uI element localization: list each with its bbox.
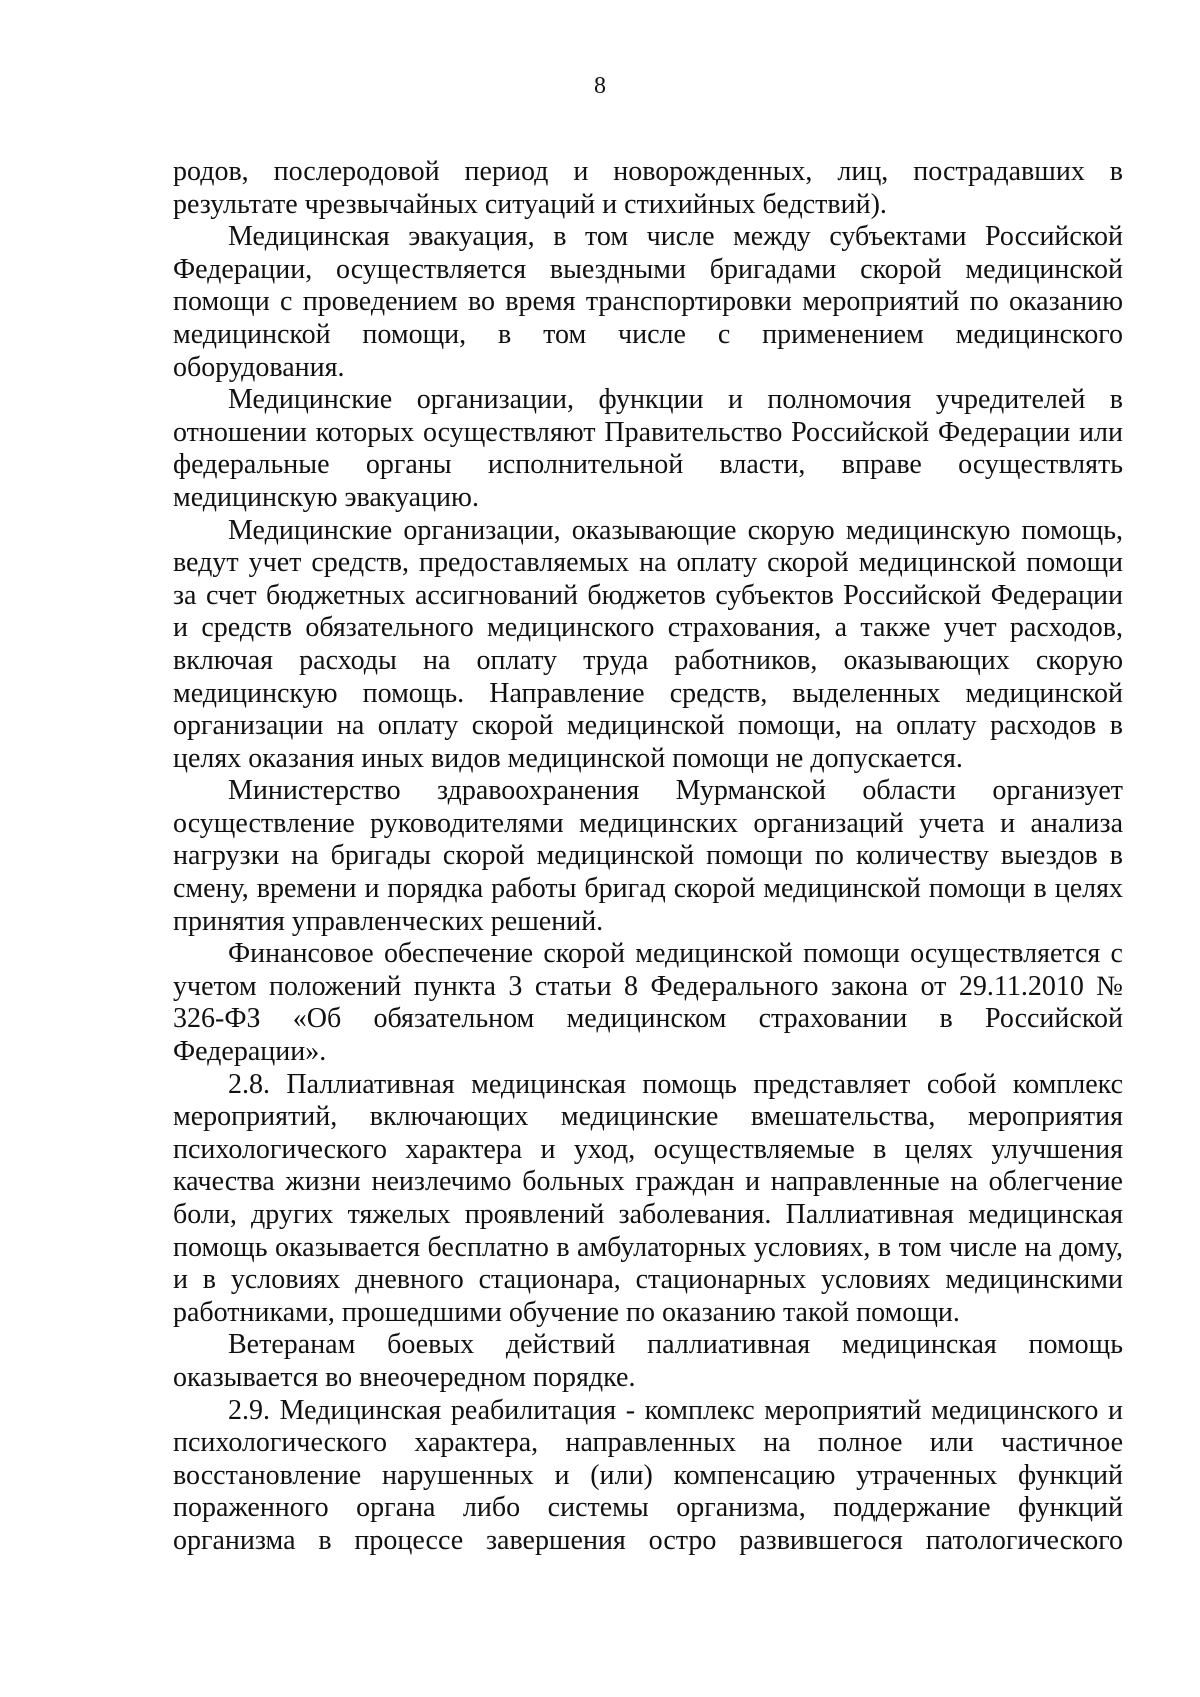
paragraph-3: Медицинские организации, функции и полномочия учредителей в отношении которых осуществляют Правительство Российской Федерации или федеральные органы исполнительной власти, вправе осуществлять медицинскую эвакуацию. [173,384,1123,513]
paragraph-9: 2.9. Медицинская реабилитация - комплекс мероприятий медицинского и психологического характера, направленных на полное или частичное восстановление нарушенных и (или) компенсацию утраченных функций пораженного органа либо системы организма, поддержание функций организма в процессе завершения остро развившегося патологического [173,1394,1123,1556]
paragraph-1: родов, послеродовой период и новорожденных, лиц, пострадавших в результате чрезвычайных ситуаций и стихийных бедствий). [173,156,1123,220]
paragraph-4: Медицинские организации, оказывающие скорую медицинскую помощь, ведут учет средств, предоставляемых на оплату скорой медицинской помощи за счет бюджетных ассигнований бюджетов субъектов Российской Федерации и средств обязательного медицинского страхования, а также учет расходов, включая расходы на оплату труда работников, оказывающих скорую медицинскую помощь. Направление средств, выделенных медицинской организации на оплату скорой медицинской помощи, на оплату расходов в целях оказания иных видов медицинской помощи не допускается. [173,514,1123,774]
document-body [173,156,1123,1558]
paragraph-6: Финансовое обеспечение скорой медицинской помощи осуществляется с учетом положений пункта 3 статьи 8 Федерального закона от 29.11.2010 № 326-ФЗ «Об обязательном медицинском страховании в Российской Федерации». [173,938,1123,1068]
paragraph-8: Ветеранам боевых действий паллиативная медицинская помощь оказывается во внеочередном порядке. [173,1329,1123,1393]
paragraph-7: 2.8. Паллиативная медицинская помощь представляет собой комплекс мероприятий, включающих медицинские вмешательства, мероприятия психологического характера и уход, осуществляемые в целях улучшения качества жизни неизлечимо больных граждан и направленные на облегчение боли, других тяжелых проявлений заболевания. Паллиативная медицинская помощь оказывается бесплатно в амбулаторных условиях, в том числе на дому, и в условиях дневного стационара, стационарных условиях медицинскими работниками, прошедшими обучение по оказанию такой помощи. [173,1068,1123,1328]
paragraph-2: Медицинская эвакуация, в том числе между субъектами Российской Федерации, осуществляется выездными бригадами скорой медицинской помощи с проведением во время транспортировки мероприятий по оказанию медицинской помощи, в том числе с применением медицинского оборудования. [173,221,1123,383]
paragraph-5: Министерство здравоохранения Мурманской области организует осуществление руководителями медицинских организаций учета и анализа нагрузки на бригады скорой медицинской помощи по количеству выездов в смену, времени и порядка работы бригад скорой медицинской помощи в целях принятия управленческих решений. [173,775,1123,937]
page-number: 8 [594,73,606,99]
